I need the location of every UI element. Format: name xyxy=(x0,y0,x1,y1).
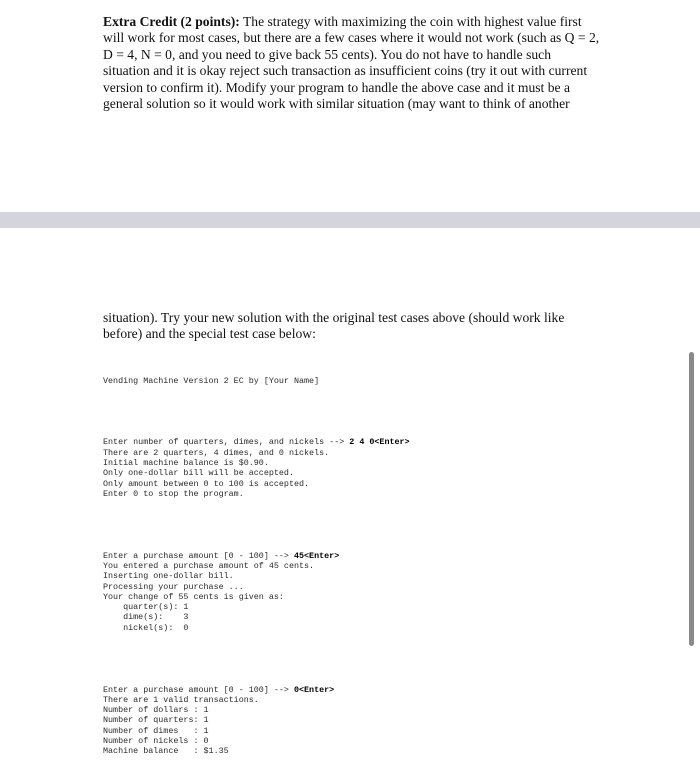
console-blank-line xyxy=(103,520,583,530)
console-line xyxy=(103,437,583,447)
continuation-paragraph: situation). Try your new solution with the original test cases above (should work like before) and the special test case below: xyxy=(103,310,565,342)
console-line xyxy=(103,479,583,489)
console-user-input: 2 4 0<Enter> xyxy=(349,437,410,448)
console-line-text: Enter number of quarters, dimes, and nickels --> xyxy=(103,437,350,448)
sample-console-output xyxy=(103,355,583,767)
console-line xyxy=(103,746,583,756)
console-line-text: Enter a purchase amount [0 - 100] --> xyxy=(103,684,294,695)
console-line xyxy=(103,448,583,458)
console-line xyxy=(103,489,583,499)
console-line-text: nickel(s): 0 xyxy=(103,622,189,633)
console-block-summary xyxy=(103,685,583,757)
console-line-text: Enter 0 to stop the program. xyxy=(103,488,244,499)
console-line-text: quarter(s): 1 xyxy=(103,602,189,613)
extra-credit-paragraph xyxy=(103,14,601,112)
console-line-text: Machine balance : $1.35 xyxy=(103,746,229,757)
console-line xyxy=(103,623,583,633)
console-line-text: Inserting one-dollar bill. xyxy=(103,571,234,582)
extra-credit-text: The strategy with maximizing the coin with highest value first will work for most cases, but there are a few cases where it would not work (such as Q = 2, D = 4, N = 0, and you need to give back 55 cents). You do not have to handle such situation and it is okay reject such transaction as insufficient coins (try it out with current version to confirm it). Modify your program to handle the above case and it must be a general solution so it would work with similar situation (may want to think of another xyxy=(103,14,600,112)
console-line-text: Number of dollars : 1 xyxy=(103,705,209,716)
console-blank-line xyxy=(103,406,583,416)
console-line xyxy=(103,468,583,478)
console-line xyxy=(103,592,583,602)
console-line xyxy=(103,705,583,715)
console-line xyxy=(103,726,583,736)
console-user-input: 45<Enter> xyxy=(293,550,340,561)
console-line xyxy=(103,685,583,695)
console-line-text: Processing your purchase ... xyxy=(103,581,244,592)
console-line-text: Only one-dollar bill will be accepted. xyxy=(103,468,294,479)
console-line-text: There are 1 valid transactions. xyxy=(103,694,259,705)
console-line xyxy=(103,458,583,468)
console-line xyxy=(103,715,583,725)
console-line xyxy=(103,736,583,746)
console-line-text: Initial machine balance is $0.90. xyxy=(103,457,269,468)
console-blank-line xyxy=(103,654,583,664)
console-block-purchase xyxy=(103,551,583,633)
console-line-text: Number of quarters: 1 xyxy=(103,715,209,726)
console-line-text: Number of dimes : 1 xyxy=(103,725,209,736)
console-line-text: You entered a purchase amount of 45 cents. xyxy=(103,560,315,571)
console-line-text: dime(s): 3 xyxy=(103,612,189,623)
extra-credit-heading: Extra Credit (2 points): xyxy=(103,14,240,29)
console-line-text: Your change of 55 cents is given as: xyxy=(103,591,284,602)
console-line xyxy=(103,602,583,612)
console-header: Vending Machine Version 2 EC by [Your Name] xyxy=(103,375,320,386)
console-line xyxy=(103,695,583,705)
console-line-text: There are 2 quarters, 4 dimes, and 0 nickels. xyxy=(103,447,330,458)
console-line xyxy=(103,571,583,581)
page-divider xyxy=(0,212,700,228)
vertical-scrollbar[interactable] xyxy=(689,352,694,646)
console-line-text: Number of nickels : 0 xyxy=(103,735,209,746)
console-line-text: Only amount between 0 to 100 is accepted. xyxy=(103,478,310,489)
console-block-setup xyxy=(103,437,583,499)
console-user-input: 0<Enter> xyxy=(293,684,335,695)
console-line xyxy=(103,561,583,571)
console-line xyxy=(103,551,583,561)
console-line xyxy=(103,582,583,592)
console-line xyxy=(103,612,583,622)
console-line-text: Enter a purchase amount [0 - 100] --> xyxy=(103,550,294,561)
